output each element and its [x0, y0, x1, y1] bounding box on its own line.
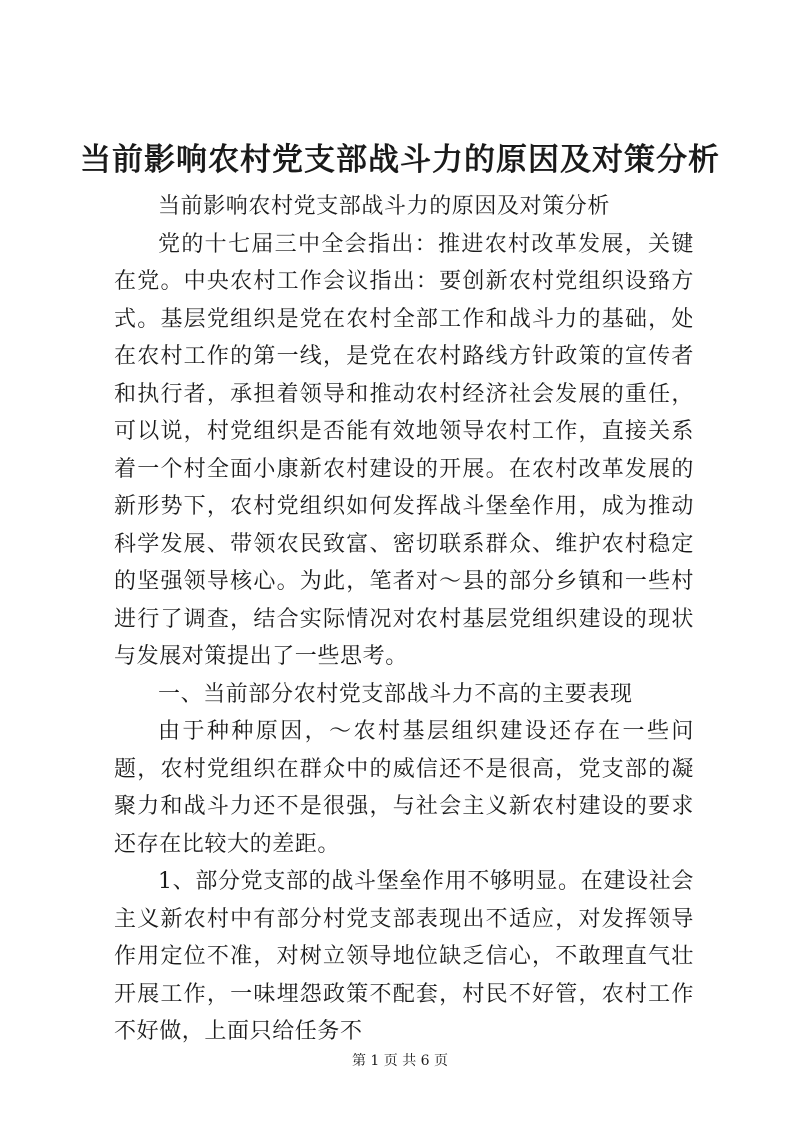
paragraph-intro: 党的十七届三中全会指出：推进农村改革发展，关键在党。中央农村工作会议指出：要创新农村党组织设臵方式。基层党组织是党在农村全部工作和战斗力的基础，处在农村工作的第一线，是党在农村路线方针政策的宣传者和执行者，承担着领导和推动农村经济社会发展的重任，可以说，村党组织是否能有效地领导农村工作，直接关系着一个村全面小康新农村建设的开展。在农村改革发展的新形势下，农村党组织如何发挥战斗堡垒作用，成为推动科学发展、带领农民致富、密切联系群众、维护农村稳定的坚强领导核心。为此，笔者对～县的部分乡镇和一些村进行了调查，结合实际情况对农村基层党组织建设的现状与发展对策提出了一些思考。	[114, 231, 694, 669]
paragraph-subtitle: 当前影响农村党支部战斗力的原因及对策分析	[158, 194, 611, 219]
document-title: 当前影响农村党支部战斗力的原因及对策分析	[80, 142, 720, 178]
document-body	[114, 188, 694, 1051]
paragraph-point-1: 1、部分党支部的战斗堡垒作用不够明显。在建设社会主义新农村中有部分村党支部表现出不适应，对发挥领导作用定位不准，对树立领导地位缺乏信心，不敢理直气壮开展工作，一味埋怨政策不配套，村民不好管，农村工作不好做，上面只给任务不	[114, 869, 694, 1044]
paragraph-section-intro: 由于种种原因，～农村基层组织建设还存在一些问题，农村党组织在群众中的威信还不是很高，党支部的凝聚力和战斗力还不是很强，与社会主义新农村建设的要求还存在比较大的差距。	[114, 719, 694, 857]
section-heading: 一、当前部分农村党支部战斗力不高的主要表现	[158, 681, 633, 707]
page-number-footer: 第 1 页 共 6 页	[351, 1053, 449, 1069]
